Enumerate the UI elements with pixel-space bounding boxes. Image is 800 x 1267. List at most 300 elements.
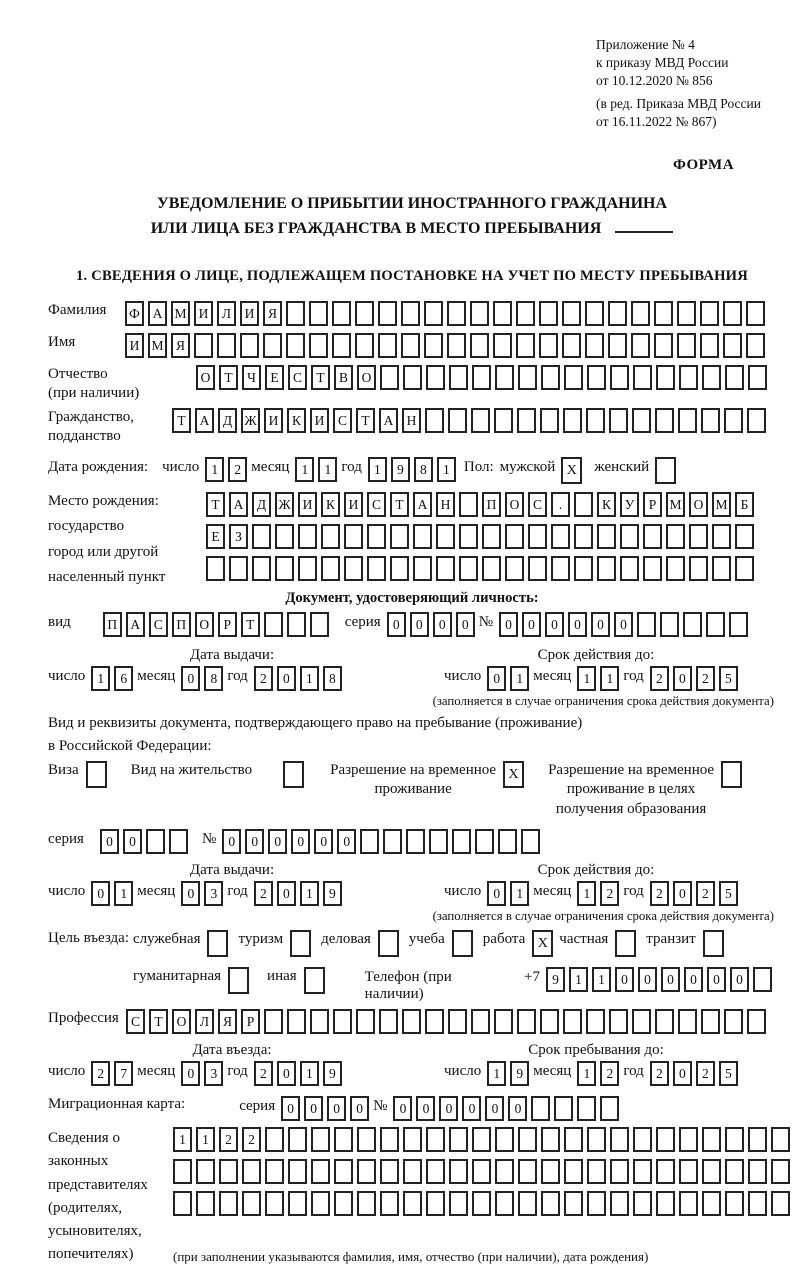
- char-cell[interactable]: П: [172, 612, 191, 637]
- char-cell[interactable]: Ф: [125, 301, 144, 326]
- char-cell[interactable]: [724, 408, 743, 433]
- char-cell[interactable]: [356, 1009, 375, 1034]
- char-cell[interactable]: [701, 408, 720, 433]
- char-cell[interactable]: 3: [204, 881, 223, 906]
- char-cell[interactable]: [448, 1009, 467, 1034]
- char-cell[interactable]: 1: [300, 666, 319, 691]
- char-cell[interactable]: Т: [149, 1009, 168, 1034]
- char-cell[interactable]: [447, 301, 466, 326]
- char-cell[interactable]: 0: [416, 1096, 435, 1121]
- char-cell[interactable]: 2: [696, 666, 715, 691]
- char-cell[interactable]: [360, 829, 379, 854]
- char-cell[interactable]: [746, 301, 765, 326]
- char-cell[interactable]: [459, 524, 478, 549]
- char-cell[interactable]: А: [413, 492, 432, 517]
- char-cell[interactable]: Р: [241, 1009, 260, 1034]
- char-cell[interactable]: [655, 408, 674, 433]
- profession-cells[interactable]: [126, 1009, 770, 1034]
- char-cell[interactable]: [516, 333, 535, 358]
- char-cell[interactable]: [678, 408, 697, 433]
- char-cell[interactable]: Б: [735, 492, 754, 517]
- char-cell[interactable]: [564, 1191, 583, 1216]
- char-cell[interactable]: 2: [696, 881, 715, 906]
- char-cell[interactable]: [378, 333, 397, 358]
- char-cell[interactable]: 9: [546, 967, 565, 992]
- mig-series-cells[interactable]: [281, 1096, 373, 1121]
- char-cell[interactable]: [229, 556, 248, 581]
- char-cell[interactable]: Я: [218, 1009, 237, 1034]
- char-cell[interactable]: [402, 1009, 421, 1034]
- char-cell[interactable]: [747, 1009, 766, 1034]
- char-cell[interactable]: [252, 556, 271, 581]
- birth-place-cells-row2[interactable]: [206, 524, 758, 549]
- char-cell[interactable]: 2: [600, 881, 619, 906]
- char-cell[interactable]: 0: [499, 612, 518, 637]
- char-cell[interactable]: [610, 1127, 629, 1152]
- char-cell[interactable]: [585, 333, 604, 358]
- char-cell[interactable]: 1: [592, 967, 611, 992]
- char-cell[interactable]: [459, 492, 478, 517]
- char-cell[interactable]: [748, 1191, 767, 1216]
- char-cell[interactable]: [309, 333, 328, 358]
- res-issue-day-cells[interactable]: [91, 881, 137, 906]
- char-cell[interactable]: [425, 408, 444, 433]
- char-cell[interactable]: [517, 1009, 536, 1034]
- char-cell[interactable]: Н: [436, 492, 455, 517]
- char-cell[interactable]: [518, 365, 537, 390]
- char-cell[interactable]: 1: [114, 881, 133, 906]
- purpose-other-checkbox[interactable]: [304, 967, 325, 994]
- char-cell[interactable]: [426, 365, 445, 390]
- char-cell[interactable]: [735, 556, 754, 581]
- char-cell[interactable]: 0: [410, 612, 429, 637]
- char-cell[interactable]: [725, 1191, 744, 1216]
- char-cell[interactable]: [505, 556, 524, 581]
- char-cell[interactable]: С: [333, 408, 352, 433]
- birth-place-cells-row1[interactable]: [206, 492, 758, 517]
- citizenship-cells[interactable]: [172, 408, 770, 433]
- char-cell[interactable]: [424, 301, 443, 326]
- char-cell[interactable]: [357, 1127, 376, 1152]
- char-cell[interactable]: [633, 365, 652, 390]
- char-cell[interactable]: [449, 365, 468, 390]
- char-cell[interactable]: [541, 1191, 560, 1216]
- char-cell[interactable]: [390, 524, 409, 549]
- char-cell[interactable]: [539, 301, 558, 326]
- char-cell[interactable]: [367, 524, 386, 549]
- char-cell[interactable]: [482, 524, 501, 549]
- char-cell[interactable]: 2: [254, 1061, 273, 1086]
- char-cell[interactable]: О: [505, 492, 524, 517]
- char-cell[interactable]: [577, 1096, 596, 1121]
- char-cell[interactable]: Т: [206, 492, 225, 517]
- char-cell[interactable]: [403, 1191, 422, 1216]
- char-cell[interactable]: М: [148, 333, 167, 358]
- char-cell[interactable]: [632, 408, 651, 433]
- char-cell[interactable]: Я: [171, 333, 190, 358]
- char-cell[interactable]: [700, 333, 719, 358]
- char-cell[interactable]: [574, 556, 593, 581]
- char-cell[interactable]: [401, 301, 420, 326]
- char-cell[interactable]: [654, 301, 673, 326]
- char-cell[interactable]: 0: [277, 666, 296, 691]
- char-cell[interactable]: [643, 524, 662, 549]
- char-cell[interactable]: С: [288, 365, 307, 390]
- char-cell[interactable]: [298, 556, 317, 581]
- char-cell[interactable]: [724, 1009, 743, 1034]
- stay-year-cells[interactable]: [650, 1061, 742, 1086]
- char-cell[interactable]: 1: [510, 666, 529, 691]
- char-cell[interactable]: [586, 408, 605, 433]
- char-cell[interactable]: [252, 524, 271, 549]
- char-cell[interactable]: [679, 1127, 698, 1152]
- char-cell[interactable]: [702, 365, 721, 390]
- char-cell[interactable]: 5: [719, 881, 738, 906]
- char-cell[interactable]: Д: [252, 492, 271, 517]
- char-cell[interactable]: 0: [277, 1061, 296, 1086]
- char-cell[interactable]: Ж: [241, 408, 260, 433]
- char-cell[interactable]: [608, 333, 627, 358]
- doc-valid-month-cells[interactable]: [577, 666, 623, 691]
- char-cell[interactable]: Р: [218, 612, 237, 637]
- char-cell[interactable]: [608, 301, 627, 326]
- char-cell[interactable]: 0: [508, 1096, 527, 1121]
- char-cell[interactable]: [482, 556, 501, 581]
- char-cell[interactable]: [344, 556, 363, 581]
- char-cell[interactable]: [173, 1191, 192, 1216]
- char-cell[interactable]: 0: [485, 1096, 504, 1121]
- char-cell[interactable]: [311, 1191, 330, 1216]
- char-cell[interactable]: И: [344, 492, 363, 517]
- char-cell[interactable]: [597, 556, 616, 581]
- char-cell[interactable]: [725, 1127, 744, 1152]
- patronymic-cells[interactable]: [196, 365, 771, 390]
- given-name-cells[interactable]: [125, 333, 769, 358]
- char-cell[interactable]: [494, 408, 513, 433]
- birth-day-cells[interactable]: [205, 457, 251, 482]
- char-cell[interactable]: 1: [437, 457, 456, 482]
- char-cell[interactable]: [771, 1127, 790, 1152]
- char-cell[interactable]: [240, 333, 259, 358]
- char-cell[interactable]: 0: [568, 612, 587, 637]
- char-cell[interactable]: 0: [277, 881, 296, 906]
- char-cell[interactable]: Е: [265, 365, 284, 390]
- char-cell[interactable]: [310, 1009, 329, 1034]
- char-cell[interactable]: Т: [219, 365, 238, 390]
- char-cell[interactable]: [429, 829, 448, 854]
- char-cell[interactable]: [449, 1127, 468, 1152]
- char-cell[interactable]: [264, 612, 283, 637]
- char-cell[interactable]: 1: [510, 881, 529, 906]
- char-cell[interactable]: [380, 1191, 399, 1216]
- char-cell[interactable]: 5: [719, 666, 738, 691]
- char-cell[interactable]: [600, 1096, 619, 1121]
- char-cell[interactable]: [563, 1009, 582, 1034]
- char-cell[interactable]: 0: [487, 881, 506, 906]
- char-cell[interactable]: [631, 333, 650, 358]
- phone-cells[interactable]: [546, 967, 776, 992]
- char-cell[interactable]: А: [126, 612, 145, 637]
- char-cell[interactable]: [357, 1191, 376, 1216]
- char-cell[interactable]: [729, 612, 748, 637]
- char-cell[interactable]: [452, 829, 471, 854]
- doc-series-cells[interactable]: [387, 612, 479, 637]
- char-cell[interactable]: [169, 829, 188, 854]
- char-cell[interactable]: 7: [114, 1061, 133, 1086]
- char-cell[interactable]: [620, 524, 639, 549]
- char-cell[interactable]: [528, 524, 547, 549]
- char-cell[interactable]: [334, 1191, 353, 1216]
- char-cell[interactable]: 0: [314, 829, 333, 854]
- char-cell[interactable]: [666, 524, 685, 549]
- char-cell[interactable]: [683, 612, 702, 637]
- char-cell[interactable]: [426, 1127, 445, 1152]
- char-cell[interactable]: Я: [263, 301, 282, 326]
- char-cell[interactable]: [471, 1009, 490, 1034]
- birth-month-cells[interactable]: [295, 457, 341, 482]
- char-cell[interactable]: 9: [391, 457, 410, 482]
- char-cell[interactable]: Т: [172, 408, 191, 433]
- char-cell[interactable]: 1: [205, 457, 224, 482]
- char-cell[interactable]: 1: [487, 1061, 506, 1086]
- purpose-business-checkbox[interactable]: [378, 930, 399, 957]
- char-cell[interactable]: А: [229, 492, 248, 517]
- char-cell[interactable]: [265, 1127, 284, 1152]
- char-cell[interactable]: [706, 612, 725, 637]
- birth-place-cells-row3[interactable]: [206, 556, 758, 581]
- char-cell[interactable]: О: [195, 612, 214, 637]
- doc-kind-cells[interactable]: [103, 612, 333, 637]
- char-cell[interactable]: [448, 408, 467, 433]
- char-cell[interactable]: 1: [318, 457, 337, 482]
- char-cell[interactable]: [518, 1127, 537, 1152]
- char-cell[interactable]: [332, 333, 351, 358]
- doc-valid-day-cells[interactable]: [487, 666, 533, 691]
- char-cell[interactable]: С: [528, 492, 547, 517]
- char-cell[interactable]: [541, 365, 560, 390]
- char-cell[interactable]: [505, 524, 524, 549]
- purpose-transit-checkbox[interactable]: [703, 930, 724, 957]
- char-cell[interactable]: [725, 365, 744, 390]
- char-cell[interactable]: 2: [696, 1061, 715, 1086]
- char-cell[interactable]: [383, 829, 402, 854]
- char-cell[interactable]: 1: [300, 881, 319, 906]
- char-cell[interactable]: [403, 1127, 422, 1152]
- doc-issue-day-cells[interactable]: [91, 666, 137, 691]
- char-cell[interactable]: [540, 408, 559, 433]
- char-cell[interactable]: 0: [304, 1096, 323, 1121]
- char-cell[interactable]: 0: [281, 1096, 300, 1121]
- char-cell[interactable]: [521, 829, 540, 854]
- char-cell[interactable]: З: [229, 524, 248, 549]
- char-cell[interactable]: [748, 365, 767, 390]
- char-cell[interactable]: [587, 365, 606, 390]
- char-cell[interactable]: [286, 333, 305, 358]
- char-cell[interactable]: .: [551, 492, 570, 517]
- char-cell[interactable]: [610, 365, 629, 390]
- char-cell[interactable]: 1: [173, 1127, 192, 1152]
- char-cell[interactable]: 9: [510, 1061, 529, 1086]
- char-cell[interactable]: [701, 1009, 720, 1034]
- char-cell[interactable]: [643, 556, 662, 581]
- sex-male-checkbox[interactable]: X: [561, 457, 582, 484]
- char-cell[interactable]: О: [172, 1009, 191, 1034]
- char-cell[interactable]: [217, 333, 236, 358]
- birth-year-cells[interactable]: [368, 457, 460, 482]
- sex-female-checkbox[interactable]: [655, 457, 676, 484]
- char-cell[interactable]: 0: [591, 612, 610, 637]
- char-cell[interactable]: [587, 1127, 606, 1152]
- char-cell[interactable]: [449, 1191, 468, 1216]
- char-cell[interactable]: [660, 612, 679, 637]
- char-cell[interactable]: И: [240, 301, 259, 326]
- char-cell[interactable]: 0: [638, 967, 657, 992]
- edu-permit-checkbox[interactable]: [721, 761, 742, 788]
- char-cell[interactable]: 1: [569, 967, 588, 992]
- char-cell[interactable]: [702, 1127, 721, 1152]
- char-cell[interactable]: [586, 1009, 605, 1034]
- char-cell[interactable]: [528, 556, 547, 581]
- char-cell[interactable]: Т: [311, 365, 330, 390]
- char-cell[interactable]: 0: [707, 967, 726, 992]
- char-cell[interactable]: О: [196, 365, 215, 390]
- char-cell[interactable]: [712, 524, 731, 549]
- char-cell[interactable]: [380, 1127, 399, 1152]
- char-cell[interactable]: [678, 1009, 697, 1034]
- char-cell[interactable]: [264, 1009, 283, 1034]
- purpose-tourism-checkbox[interactable]: [290, 930, 311, 957]
- char-cell[interactable]: [472, 1191, 491, 1216]
- purpose-private-checkbox[interactable]: [615, 930, 636, 957]
- char-cell[interactable]: [401, 333, 420, 358]
- char-cell[interactable]: [564, 1127, 583, 1152]
- char-cell[interactable]: [495, 1191, 514, 1216]
- char-cell[interactable]: [541, 1127, 560, 1152]
- char-cell[interactable]: [633, 1127, 652, 1152]
- char-cell[interactable]: [516, 301, 535, 326]
- char-cell[interactable]: [288, 1127, 307, 1152]
- char-cell[interactable]: 0: [327, 1096, 346, 1121]
- entry-year-cells[interactable]: [254, 1061, 346, 1086]
- char-cell[interactable]: [562, 301, 581, 326]
- char-cell[interactable]: [311, 1127, 330, 1152]
- char-cell[interactable]: [702, 1191, 721, 1216]
- char-cell[interactable]: 0: [673, 666, 692, 691]
- char-cell[interactable]: П: [103, 612, 122, 637]
- char-cell[interactable]: [564, 365, 583, 390]
- char-cell[interactable]: [288, 1191, 307, 1216]
- entry-day-cells[interactable]: [91, 1061, 137, 1086]
- char-cell[interactable]: Т: [390, 492, 409, 517]
- char-cell[interactable]: [367, 556, 386, 581]
- char-cell[interactable]: 0: [393, 1096, 412, 1121]
- char-cell[interactable]: [344, 524, 363, 549]
- doc-issue-month-cells[interactable]: [181, 666, 227, 691]
- char-cell[interactable]: [196, 1191, 215, 1216]
- char-cell[interactable]: [677, 333, 696, 358]
- entry-month-cells[interactable]: [181, 1061, 227, 1086]
- char-cell[interactable]: 0: [268, 829, 287, 854]
- char-cell[interactable]: С: [149, 612, 168, 637]
- char-cell[interactable]: [518, 1191, 537, 1216]
- char-cell[interactable]: Ж: [275, 492, 294, 517]
- char-cell[interactable]: [747, 408, 766, 433]
- res-valid-year-cells[interactable]: [650, 881, 742, 906]
- char-cell[interactable]: [321, 556, 340, 581]
- char-cell[interactable]: 0: [614, 612, 633, 637]
- char-cell[interactable]: П: [482, 492, 501, 517]
- char-cell[interactable]: [287, 612, 306, 637]
- char-cell[interactable]: Т: [356, 408, 375, 433]
- char-cell[interactable]: 2: [91, 1061, 110, 1086]
- res-valid-day-cells[interactable]: [487, 881, 533, 906]
- char-cell[interactable]: [610, 1191, 629, 1216]
- char-cell[interactable]: [470, 333, 489, 358]
- char-cell[interactable]: [425, 1009, 444, 1034]
- char-cell[interactable]: К: [287, 408, 306, 433]
- char-cell[interactable]: 0: [439, 1096, 458, 1121]
- char-cell[interactable]: [219, 1191, 238, 1216]
- char-cell[interactable]: 2: [254, 666, 273, 691]
- char-cell[interactable]: [194, 333, 213, 358]
- char-cell[interactable]: [493, 333, 512, 358]
- char-cell[interactable]: [413, 524, 432, 549]
- char-cell[interactable]: [753, 967, 772, 992]
- char-cell[interactable]: А: [379, 408, 398, 433]
- representatives-cells-row3[interactable]: [173, 1191, 794, 1216]
- char-cell[interactable]: 1: [196, 1127, 215, 1152]
- char-cell[interactable]: [332, 301, 351, 326]
- char-cell[interactable]: [679, 365, 698, 390]
- char-cell[interactable]: [554, 1096, 573, 1121]
- char-cell[interactable]: [447, 333, 466, 358]
- char-cell[interactable]: [472, 365, 491, 390]
- char-cell[interactable]: С: [126, 1009, 145, 1034]
- char-cell[interactable]: 0: [661, 967, 680, 992]
- char-cell[interactable]: [355, 301, 374, 326]
- char-cell[interactable]: 1: [368, 457, 387, 482]
- char-cell[interactable]: 0: [462, 1096, 481, 1121]
- char-cell[interactable]: 0: [350, 1096, 369, 1121]
- char-cell[interactable]: [633, 1191, 652, 1216]
- char-cell[interactable]: 0: [456, 612, 475, 637]
- char-cell[interactable]: [666, 556, 685, 581]
- char-cell[interactable]: [206, 556, 225, 581]
- char-cell[interactable]: 2: [650, 881, 669, 906]
- char-cell[interactable]: [748, 1127, 767, 1152]
- char-cell[interactable]: [609, 408, 628, 433]
- char-cell[interactable]: [378, 301, 397, 326]
- char-cell[interactable]: 5: [719, 1061, 738, 1086]
- char-cell[interactable]: [562, 333, 581, 358]
- char-cell[interactable]: А: [195, 408, 214, 433]
- char-cell[interactable]: [406, 829, 425, 854]
- visa-checkbox[interactable]: [86, 761, 107, 788]
- doc-valid-year-cells[interactable]: [650, 666, 742, 691]
- char-cell[interactable]: 0: [100, 829, 119, 854]
- char-cell[interactable]: [426, 1191, 445, 1216]
- char-cell[interactable]: Ч: [242, 365, 261, 390]
- char-cell[interactable]: [310, 612, 329, 637]
- char-cell[interactable]: [309, 301, 328, 326]
- mig-number-cells[interactable]: [393, 1096, 623, 1121]
- char-cell[interactable]: [656, 365, 675, 390]
- char-cell[interactable]: [637, 612, 656, 637]
- char-cell[interactable]: [631, 301, 650, 326]
- char-cell[interactable]: [242, 1191, 261, 1216]
- char-cell[interactable]: К: [597, 492, 616, 517]
- char-cell[interactable]: 1: [300, 1061, 319, 1086]
